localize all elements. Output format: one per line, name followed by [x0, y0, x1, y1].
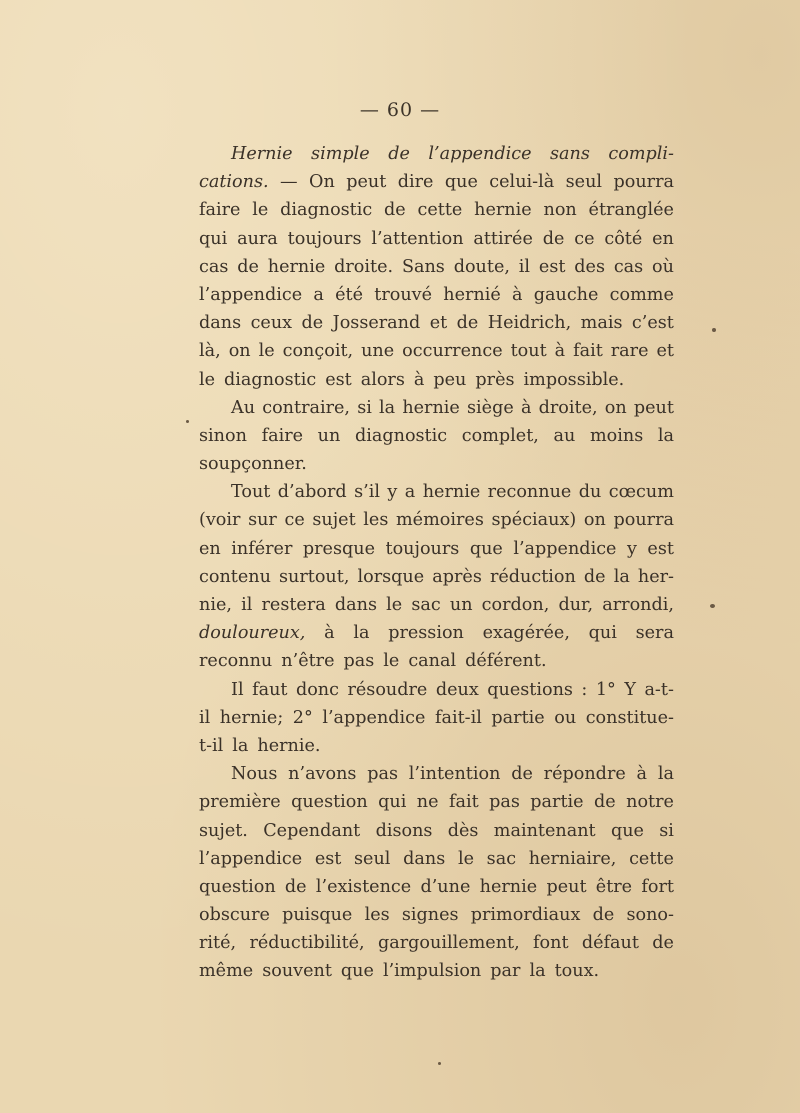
word: question: [291, 792, 368, 813]
word: les: [364, 905, 390, 926]
text-line: [199, 676, 674, 704]
text-line: [199, 901, 674, 929]
word: peut: [633, 397, 674, 418]
word: Y: [624, 679, 636, 700]
word: l’appendice: [513, 538, 617, 559]
word: pourra: [613, 172, 674, 193]
word: un: [449, 595, 473, 615]
word: une: [361, 341, 395, 362]
word: l’attention: [371, 228, 464, 249]
word: l’impulsion: [382, 961, 482, 982]
word: 1°: [595, 679, 616, 700]
word: nie,: [199, 595, 232, 615]
word: compli-: [608, 144, 674, 164]
word: là,: [199, 341, 221, 362]
word: complet,: [461, 425, 539, 446]
word: sera: [635, 623, 674, 644]
word: dès: [447, 820, 479, 841]
word: Hernie: [231, 144, 293, 164]
word: pourra: [613, 510, 674, 531]
word: l’appendice: [199, 848, 303, 869]
word: attirée: [473, 228, 533, 249]
word: notre: [626, 792, 674, 813]
word: étranglée: [588, 200, 674, 221]
word: contraire,: [262, 397, 351, 418]
word: sujet: [312, 510, 356, 531]
word: inférer: [231, 538, 293, 559]
word: de: [511, 764, 533, 785]
word: l’appendice: [322, 707, 426, 728]
word: c’est: [631, 313, 674, 334]
word: toujours: [287, 228, 362, 249]
word: s’il: [354, 482, 380, 503]
word: et: [656, 341, 674, 362]
word: un: [317, 425, 341, 446]
word: l’appendice: [428, 144, 532, 164]
word: Il: [231, 679, 244, 700]
word: cas: [199, 256, 229, 277]
word: souvent: [262, 961, 332, 982]
word: après: [432, 566, 482, 587]
word: sac: [411, 595, 441, 615]
word: en: [199, 538, 221, 559]
word: surtout,: [279, 566, 350, 587]
word: ne: [416, 792, 439, 813]
word: répondre: [543, 764, 626, 785]
text-line: [199, 535, 674, 563]
word: est: [538, 256, 566, 277]
word: les: [363, 510, 389, 531]
word: du: [578, 482, 602, 503]
word: le: [258, 341, 275, 362]
word: disons: [375, 820, 433, 841]
word: de: [594, 792, 616, 813]
word: n’avons: [288, 764, 357, 785]
word: est: [325, 369, 352, 390]
text-line: [199, 394, 674, 422]
word: de: [542, 228, 565, 249]
word: faire: [261, 425, 304, 446]
word: lorsque: [357, 566, 425, 587]
word: peu: [433, 369, 467, 390]
word: ceux: [250, 313, 293, 334]
text-line: [199, 845, 674, 873]
word: hernie: [474, 200, 532, 221]
word: hernie: [402, 397, 460, 418]
word: constitue-: [585, 707, 674, 728]
word: On: [309, 172, 335, 193]
word: Cependant: [263, 820, 361, 841]
word: y: [626, 538, 637, 559]
word: de: [456, 313, 479, 334]
word: défaut: [581, 933, 639, 954]
word: Sans: [401, 256, 445, 277]
word: la: [613, 566, 630, 587]
text-line: [199, 619, 674, 647]
word: (voir: [199, 510, 241, 531]
word: est: [647, 538, 674, 559]
word: qui: [199, 228, 228, 249]
word: près: [475, 369, 515, 390]
text-line: [199, 168, 674, 196]
word: au: [553, 425, 576, 446]
paper-speck: [438, 1062, 441, 1065]
word: question: [199, 876, 276, 897]
word: être: [595, 876, 633, 897]
word: toux.: [554, 961, 600, 982]
word: dans: [199, 313, 242, 334]
word: de: [237, 256, 259, 277]
word: que: [469, 538, 503, 559]
word: questions: [487, 679, 573, 700]
word: contenu: [199, 566, 271, 587]
word: réduction: [489, 566, 576, 587]
text-line: [199, 478, 674, 506]
word: hernié: [443, 284, 501, 305]
text-line: [199, 788, 674, 816]
body-text: [199, 140, 674, 986]
word: pas: [367, 764, 399, 785]
word: à: [413, 369, 425, 390]
word: par: [490, 961, 521, 982]
word: la: [657, 764, 674, 785]
word: pression: [388, 623, 464, 644]
word: le: [386, 595, 403, 615]
text-line: [199, 732, 674, 760]
word: en: [652, 228, 674, 249]
word: alors: [360, 369, 405, 390]
word: donc: [295, 679, 339, 700]
word: soupçonner.: [199, 454, 307, 475]
text-line: [199, 873, 674, 901]
word: rité,: [199, 933, 237, 954]
word: conçoit,: [282, 341, 354, 362]
word: cœcum: [608, 482, 674, 503]
word: l’intention: [408, 764, 501, 785]
word: impossible.: [523, 369, 625, 390]
word: Au: [231, 397, 256, 418]
word: déférent.: [465, 651, 547, 672]
word: Heidrich,: [487, 313, 572, 334]
word: il: [241, 595, 253, 615]
word: a-t-: [644, 679, 674, 700]
word: toujours: [385, 538, 460, 559]
word: la: [529, 961, 546, 982]
word: où: [652, 256, 674, 277]
word: pas: [343, 651, 375, 672]
word: l’appendice: [199, 284, 303, 305]
word: droite,: [538, 397, 598, 418]
word: simple: [311, 144, 370, 164]
word: fait-il: [434, 707, 482, 728]
word: on: [604, 397, 627, 418]
word: hernie;: [219, 707, 284, 728]
word: réductibilité,: [249, 933, 365, 954]
text-line: [199, 506, 674, 534]
word: été: [335, 284, 364, 305]
word: à: [636, 764, 648, 785]
word: dans: [334, 595, 378, 615]
word: fait: [573, 341, 603, 362]
word: herniaire,: [528, 848, 617, 869]
word: occurrence: [402, 341, 503, 362]
word: cordon,: [481, 595, 550, 615]
word: il: [518, 256, 531, 277]
word: signes: [401, 905, 459, 926]
word: le: [199, 369, 216, 390]
word: non: [543, 200, 577, 221]
text-line: [199, 591, 674, 619]
word: dur,: [558, 595, 594, 615]
word: a: [313, 284, 324, 305]
word: côté: [604, 228, 643, 249]
word: gargouillement,: [377, 933, 520, 954]
word: mais: [580, 313, 623, 334]
word: diagnostic: [354, 425, 448, 446]
text-line: [199, 337, 674, 365]
word: spéciaux): [491, 510, 577, 531]
word: cations.: [199, 172, 269, 193]
word: la: [232, 735, 249, 756]
word: sono-: [626, 905, 674, 926]
text-line: [199, 563, 674, 591]
word: si: [659, 820, 674, 841]
word: même: [199, 961, 254, 982]
word: primordiaux: [470, 905, 581, 926]
word: partie: [491, 707, 545, 728]
word: de: [384, 200, 406, 221]
word: si: [357, 397, 372, 418]
word: deux: [435, 679, 479, 700]
word: cas: [613, 256, 644, 277]
word: faut: [252, 679, 288, 700]
word: sinon: [199, 425, 247, 446]
text-line: [199, 225, 674, 253]
word: la: [353, 623, 370, 644]
text-line: [199, 366, 674, 394]
text-line: [199, 929, 674, 957]
word: et: [429, 313, 448, 334]
word: de: [284, 876, 307, 897]
word: exagérée,: [482, 623, 570, 644]
word: comme: [609, 284, 674, 305]
word: que: [340, 961, 374, 982]
word: rare: [610, 341, 649, 362]
word: à: [554, 341, 566, 362]
word: y: [387, 482, 398, 503]
word: :: [581, 679, 588, 700]
word: moins: [589, 425, 644, 446]
word: de: [592, 905, 615, 926]
word: le: [457, 848, 474, 869]
word: qui: [378, 792, 407, 813]
word: de: [583, 566, 606, 587]
text-line: [199, 817, 674, 845]
word: 2°: [292, 707, 313, 728]
word: maintenant: [493, 820, 596, 841]
text-line: [199, 253, 674, 281]
word: seul: [354, 848, 391, 869]
word: peut: [346, 172, 387, 193]
page-number: — 60 —: [359, 99, 441, 121]
paper-speck: [186, 420, 189, 423]
word: a: [404, 482, 416, 503]
word: reconnu: [199, 651, 273, 672]
word: pas: [489, 792, 520, 813]
word: de: [388, 144, 410, 164]
word: gauche: [533, 284, 599, 305]
word: sur: [248, 510, 277, 531]
word: est: [314, 848, 342, 869]
word: aura: [237, 228, 278, 249]
word: her-: [637, 566, 674, 587]
text-line: [199, 647, 674, 675]
word: doute,: [453, 256, 510, 277]
word: la: [657, 425, 674, 446]
word: on: [228, 341, 251, 362]
word: n’être: [281, 651, 335, 672]
word: obscure: [199, 905, 270, 926]
word: qui: [588, 623, 617, 644]
word: à: [520, 397, 532, 418]
text-line: [199, 450, 674, 478]
word: sac: [486, 848, 517, 869]
word: ce: [574, 228, 595, 249]
word: d’une: [420, 876, 471, 897]
word: partie: [530, 792, 584, 813]
text-line: [199, 281, 674, 309]
word: faire: [199, 200, 241, 221]
text-line: [199, 140, 674, 168]
word: résoudre: [347, 679, 428, 700]
word: le: [252, 200, 269, 221]
word: à: [512, 284, 523, 305]
word: le: [383, 651, 400, 672]
word: il: [199, 707, 211, 728]
word: première: [199, 792, 281, 813]
word: de: [652, 933, 674, 954]
word: hernie.: [257, 735, 321, 756]
word: ce: [284, 510, 305, 531]
word: puisque: [282, 905, 353, 926]
word: siège: [467, 397, 514, 418]
word: Nous: [231, 764, 278, 785]
word: fait: [448, 792, 479, 813]
word: de: [301, 313, 324, 334]
word: à: [324, 623, 335, 644]
word: canal: [408, 651, 457, 672]
word: des: [574, 256, 605, 277]
word: reconnue: [487, 482, 572, 503]
word: presque: [302, 538, 375, 559]
word: la: [379, 397, 396, 418]
word: l’existence: [315, 876, 412, 897]
word: ou: [554, 707, 577, 728]
word: font: [533, 933, 569, 954]
word: dans: [403, 848, 446, 869]
word: hernie: [422, 482, 481, 503]
word: cette: [417, 200, 463, 221]
word: celui-là: [489, 172, 555, 193]
text-line: [199, 760, 674, 788]
word: droite.: [334, 256, 394, 277]
word: sujet.: [199, 820, 248, 841]
text-line: [199, 196, 674, 224]
paper-speck: [712, 328, 716, 332]
word: seul: [565, 172, 603, 193]
word: peut: [546, 876, 587, 897]
word: on: [583, 510, 606, 531]
word: Tout: [231, 482, 271, 503]
text-line: [199, 704, 674, 732]
word: trouvé: [374, 284, 433, 305]
word: que: [444, 172, 478, 193]
word: —: [280, 172, 298, 193]
word: tout: [510, 341, 547, 362]
word: restera: [261, 595, 326, 615]
word: douloureux,: [199, 623, 306, 644]
word: sans: [550, 144, 590, 164]
word: cette: [629, 848, 674, 869]
word: fort: [641, 876, 674, 897]
word: hernie: [479, 876, 538, 897]
word: d’abord: [277, 482, 347, 503]
word: que: [610, 820, 644, 841]
text-line: [199, 957, 674, 985]
word: diagnostic: [280, 200, 373, 221]
paper-speck: [710, 604, 715, 608]
text-line: [199, 309, 674, 337]
word: dire: [397, 172, 434, 193]
word: mémoires: [396, 510, 484, 531]
word: hernie: [267, 256, 326, 277]
text-line: [199, 422, 674, 450]
word: diagnostic: [224, 369, 317, 390]
word: arrondi,: [602, 595, 674, 615]
word: Josserand: [332, 313, 421, 334]
word: t-il: [199, 735, 224, 756]
